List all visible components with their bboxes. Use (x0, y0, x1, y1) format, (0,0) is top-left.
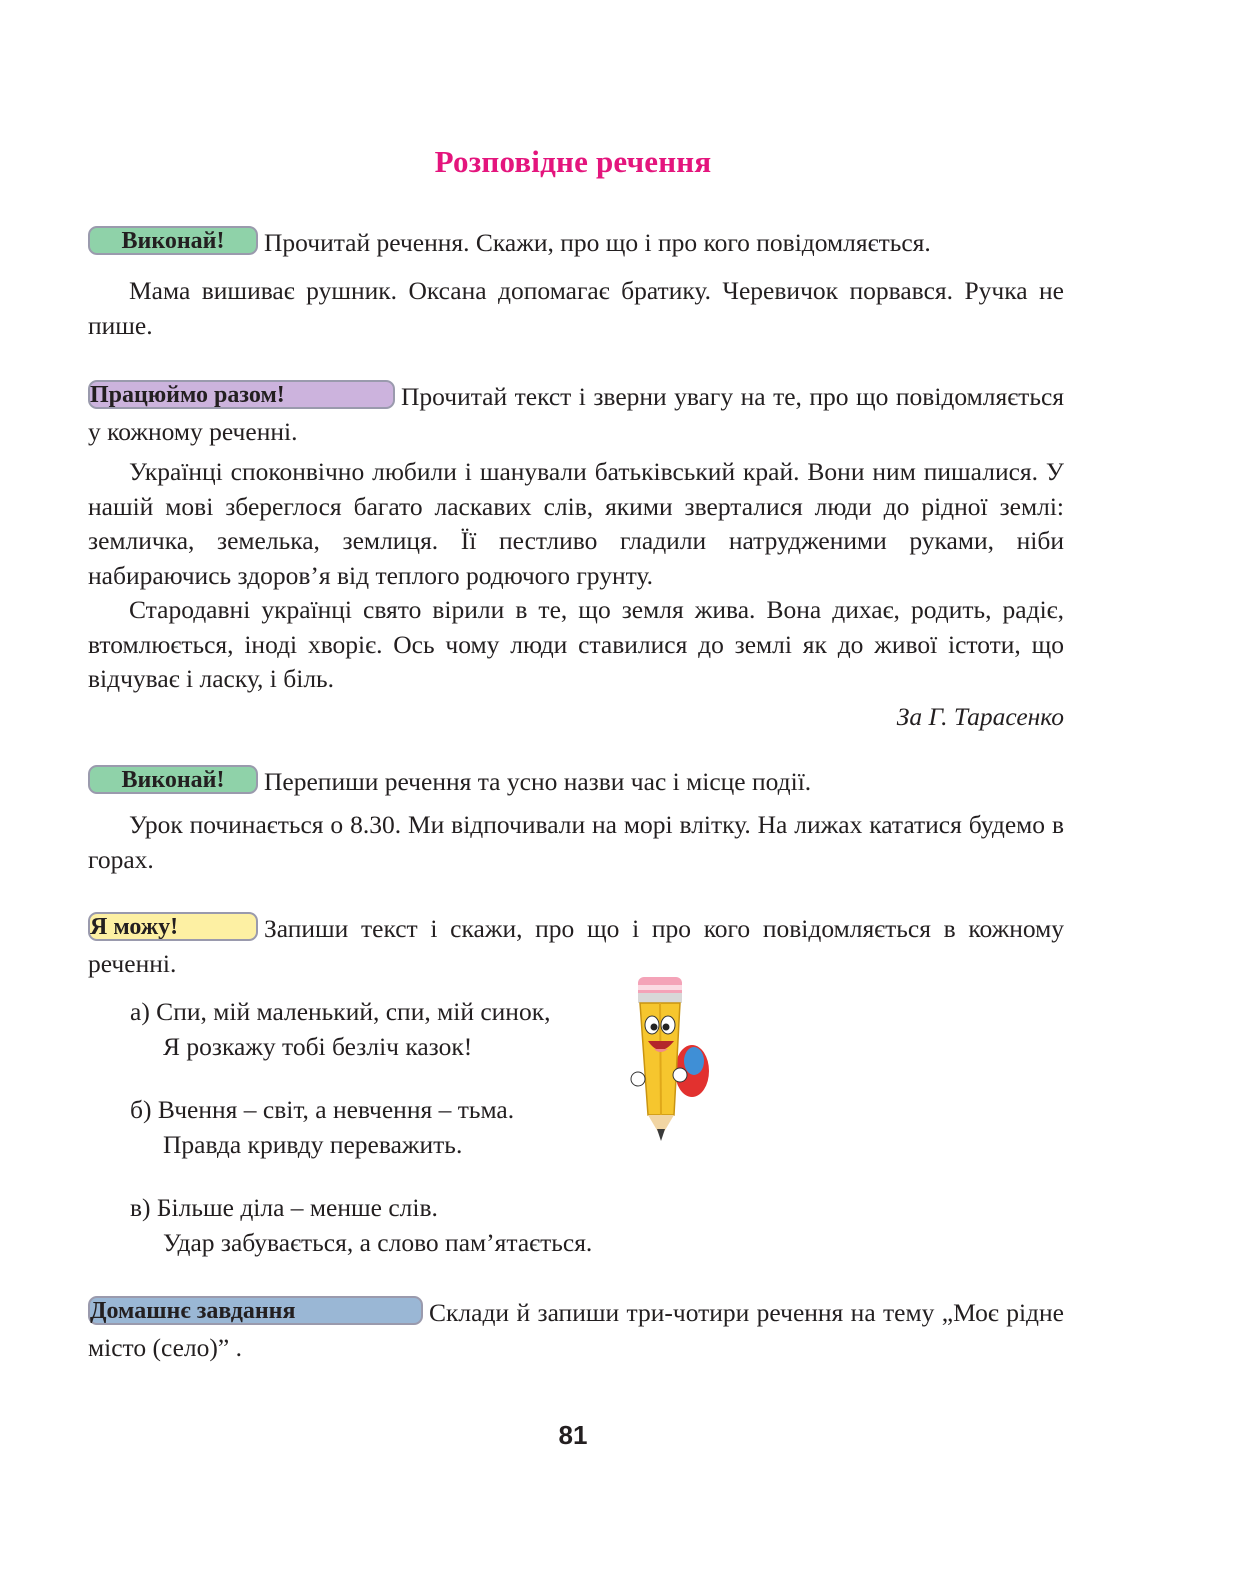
proverb-b-line1: б) Вчення – світ, а невчення – тьма. (130, 1095, 515, 1124)
homework-instruction: Склади й запиши три-чотири речення на тему „Моє рідне місто (село)” . (88, 1298, 1064, 1362)
proverb-b-line2: Правда кривду переважить. (163, 1130, 463, 1159)
pencil-mascot-icon (628, 975, 712, 1147)
homework-instruction-line (88, 1296, 1064, 1365)
proverb-a (130, 994, 550, 1064)
task1-text: Мама вишиває рушник. Оксана допомагає братику. Черевичок порвався. Ручка не пише. (88, 276, 1064, 340)
author-attribution: За Г. Тарасенко (896, 702, 1064, 731)
page-title: Розповідне речення (434, 144, 712, 179)
proverb-c-line1: в) Більше діла – менше слів. (130, 1193, 438, 1222)
task1-badge: Виконай! (88, 226, 258, 255)
task4-instruction-line (88, 912, 1064, 981)
task2-badge: Працюймо разом! (88, 380, 395, 409)
proverb-b (130, 1092, 514, 1162)
proverb-c (130, 1190, 592, 1260)
task1-instruction-line (88, 226, 1064, 261)
page-number: 81 (558, 1420, 588, 1450)
homework-badge: Домашнє завдання (88, 1296, 423, 1325)
task4-instruction: Запиши текст і скажи, про що і про кого повідомляється в кожному реченні. (88, 914, 1064, 978)
task2-paragraph-1: Українці споконвічно любили і шанували батьківський край. Вони ним пишалися. У нашій мові збереглося багато лаcкавих слів, якими зверталися люди до рідної землі: земличка, земелька, землиця. Її пестливо гладили натрудженими руками, ніби набираючись здоров’я від теплого родючого грунту. (88, 457, 1064, 590)
task3-instruction-line (88, 765, 1064, 800)
task2-instruction-line (88, 380, 1064, 449)
task3-instruction: Перепиши речення та усно назви час і місце події. (264, 767, 812, 796)
task2-instruction: Прочитай текст і зверни увагу на те, про що повідомляється у кожному реченні. (88, 382, 1064, 446)
task2-paragraph-2: Стародавні українці свято вірили в те, що земля жива. Вона дихає, родить, радіє, втомлюється, іноді хворіє. Ось чому люди ставилися до землі як до живої істоти, що відчуває і ласку, і біль. (88, 595, 1064, 693)
proverb-a-line1: а) Спи, мій маленький, спи, мій синок, (130, 997, 551, 1026)
task4-badge: Я можу! (88, 912, 258, 941)
task1-instruction: Прочитай речення. Скажи, про що і про кого повідомляється. (264, 228, 931, 257)
proverb-c-line2: Удар забувається, а слово пам’ятається. (163, 1228, 593, 1257)
proverb-a-line2: Я розкажу тобі безліч казок! (163, 1032, 473, 1061)
task3-badge: Виконай! (88, 765, 258, 794)
task3-text: Урок починається о 8.30. Ми відпочивали на морі влітку. На лижах кататися будемо в горах. (88, 810, 1064, 874)
